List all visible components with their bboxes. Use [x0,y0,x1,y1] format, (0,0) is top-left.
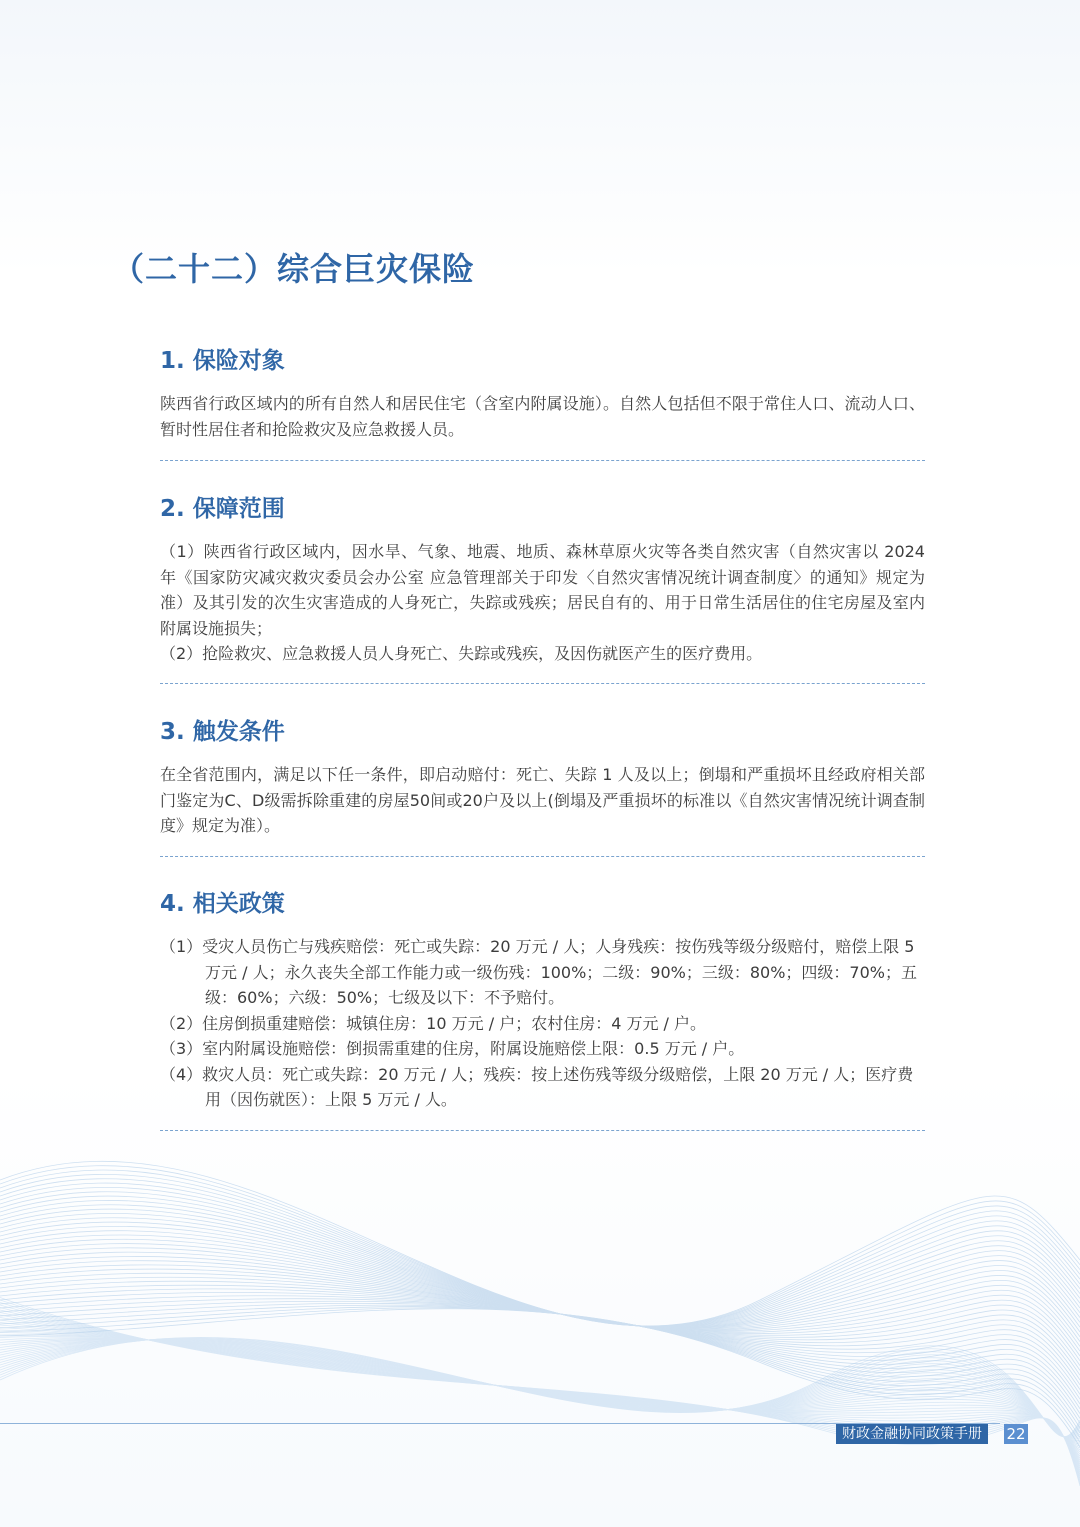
list-item: （4）救灾人员：死亡或失踪：20 万元 / 人；残疾：按上述伤残等级分级赔偿，上限 20 万元 / 人；医疗费用（因伤就医）：上限 5 万元 / 人。 [160,1064,914,1109]
page-number: 22 [1004,1424,1028,1444]
page-title: （二十二）综合巨灾保险 [112,250,476,288]
section-paragraph: （2）抢险救灾、应急救援人员人身死亡、失踪或残疾，及因伤就医产生的医疗费用。 [160,644,763,663]
section-heading: 3. 触发条件 [160,719,285,745]
section-heading: 4. 相关政策 [160,891,285,917]
dashed-divider [160,856,925,857]
list-item: （2）住房倒损重建赔偿：城镇住房：10 万元 / 户；农村住房：4 万元 / 户。 [160,1013,707,1033]
section-related-policies [160,885,925,1113]
section-coverage-scope [160,490,925,667]
policy-list [160,934,925,1113]
dashed-divider [160,683,925,684]
footer-handbook-label: 财政金融协同政策手册 [836,1424,988,1444]
section-paragraph: （1）陕西省行政区域内，因水旱、气象、地震、地质、森林草原火灾等各类自然灾害（自然灾害以 2024 年《国家防灾减灾救灾委员会办公室 应急管理部关于印发〈自然灾害情况统计调查制度〉的通知》规定为准）及其引发的次生灾害造成的人身死亡，失踪或残疾；居民自有的、用于日常生活居住的住宅房屋及室内附属设施损失； [160,542,925,638]
section-paragraph: 在全省范围内，满足以下任一条件，即启动赔付：死亡、失踪 1 人及以上；倒塌和严重损坏且经政府相关部门鉴定为C、D级需拆除重建的房屋50间或20户及以上(倒塌及严重损坏的标准以《自然灾害情况统计调查制度》规定为准）。 [160,765,925,835]
dashed-divider [160,1130,925,1131]
section-trigger-conditions [160,713,925,839]
section-heading: 2. 保障范围 [160,496,285,522]
list-item: （3）室内附属设施赔偿：倒损需重建的住房，附属设施赔偿上限：0.5 万元 / 户。 [160,1039,745,1058]
list-item: （1）受灾人员伤亡与残疾赔偿：死亡或失踪：20 万元 / 人；人身残疾：按伤残等级分级赔付，赔偿上限 5 万元 / 人；永久丧失全部工作能力或一级伤残：100%；二级：90%；三级：80%；四级：70%；五级：60%；六级：50%；七级及以下：不予赔付。 [160,937,917,1007]
section-paragraph: 陕西省行政区域内的所有自然人和居民住宅（含室内附属设施）。自然人包括但不限于常住人口、流动人口、暂时性居住者和抢险救灾及应急救援人员。 [160,394,925,439]
section-heading: 1. 保险对象 [160,348,285,374]
dashed-divider [160,460,925,461]
section-insured-objects [160,342,925,442]
